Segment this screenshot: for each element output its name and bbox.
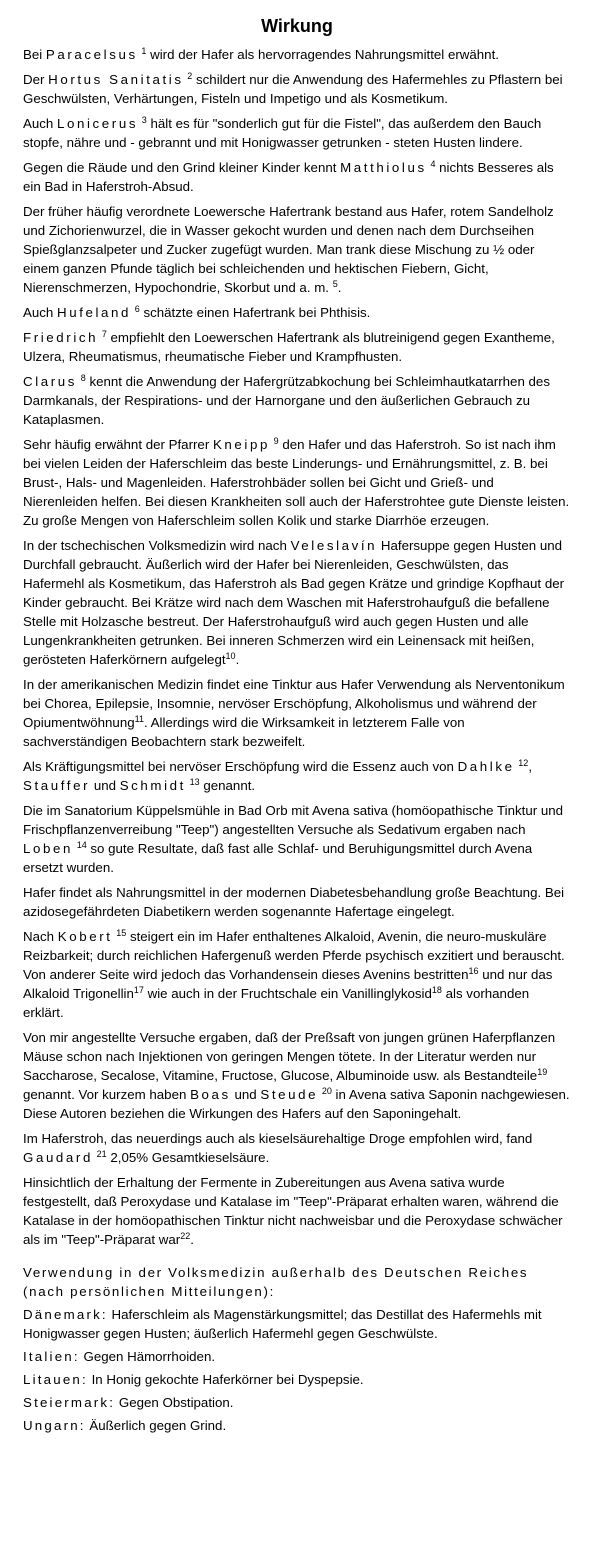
author-name: Matthiolus [340, 160, 427, 175]
footnote-ref: 15 [116, 928, 127, 938]
text-run: empfiehlt den Loewerschen Hafertrank als blutreinigend gegen Exantheme, Ulzera, Rheumatismus, rheumatische Fieber und Krampfhusten. [23, 330, 555, 364]
text-run: . Allerdings wird die Wirksamkeit in letzterem Falle von sachverständigen Beobachtern stark bezweifelt. [23, 715, 465, 749]
author-name: Veleslavín [290, 538, 378, 553]
body-paragraph [23, 757, 571, 795]
text-run: Auch [23, 305, 58, 320]
body-paragraph [23, 1173, 571, 1249]
author-name: Schmidt [119, 778, 186, 793]
footnote-ref: 4 [430, 159, 436, 169]
text-run: Auch [23, 116, 58, 131]
body-paragraph [23, 1129, 571, 1167]
region-name: Italien: [23, 1349, 80, 1364]
author-name: Gaudard [23, 1150, 93, 1165]
author-name: Lonicerus [57, 116, 139, 131]
text-run: Bei [23, 47, 46, 62]
text-run: 2,05% Gesamtkieselsäure. [106, 1150, 270, 1165]
text-run: Hafersuppe gegen Husten und Durchfall gebraucht. Äußerlich wird der Hafer bei Nierenleiden, Geschwülsten, das Hafermehl als Kosmetikum, das Haferstroh als Bad gegen Krätze und grindige Kopfhaut der Kinder gebraucht. Bei Krätze wird nach dem Waschen mit Haferstrohaufguß die befallene Stelle mit Holzasche bestreut. Der Haferstrohaufguß wird auch gegen Husten und alle Lungenkrankheiten getrunken. Bei inneren Schmerzen wird ein Leinensack mit heißen, gerösteten Haferkörnern aufgelegt [23, 538, 565, 667]
body-paragraph [23, 1028, 571, 1123]
text-run: In der tschechischen Volksmedizin wird nach [23, 538, 291, 553]
footnote-ref: 12 [518, 758, 529, 768]
text-run: genannt. [199, 778, 256, 793]
footnote-ref: 16 [468, 966, 479, 976]
region-entry [23, 1305, 571, 1343]
text-run: Als Kräftigungsmittel bei nervöser Erschöpfung wird die Essenz auch von [23, 759, 458, 774]
footnote-ref: 17 [133, 985, 144, 995]
region-entry [23, 1416, 571, 1435]
text-run: so gute Resultate, daß fast alle Schlaf- und Beruhigungsmittel durch Avena ersetzt wurden. [23, 841, 533, 875]
footnote-ref: 3 [141, 115, 147, 125]
text-run: Hafer findet als Nahrungsmittel in der modernen Diabetesbehandlung große Beachtung. Bei azidosegefährdeten Diabetikern werden sogenannte Hafertage eingelegt. [23, 885, 565, 919]
folk-medicine-list [23, 1305, 571, 1435]
body-paragraph [23, 328, 571, 366]
text-run: Nach [23, 929, 58, 944]
region-text: Gegen Hämorrhoiden. [79, 1349, 216, 1364]
body-paragraph [23, 801, 571, 877]
body-paragraph [23, 45, 571, 64]
body-paragraph [23, 372, 571, 429]
text-run: . [190, 1232, 194, 1247]
footnote-ref: 22 [180, 1231, 191, 1241]
footnote-ref: 18 [431, 985, 442, 995]
footnote-ref: 7 [101, 329, 107, 339]
text-run: Der [23, 72, 49, 87]
body-paragraph [23, 202, 571, 297]
body-paragraph [23, 536, 571, 669]
footnote-ref: 2 [187, 71, 193, 81]
text-run: Die im Sanatorium Küppelsmühle in Bad Orb mit Avena sativa (homöopathische Tinktur und Frischpflanzenverreibung "Teep") angestellten Versuche als Sedativum ergaben nach [23, 803, 564, 837]
text-run: Der früher häufig verordnete Loewersche Hafertrank bestand aus Hafer, rotem Sandelholz und Zichorienwurzel, die in Wasser gekocht wurden und denen nach dem Durchseihen Spießglanzsalpeter und Zucker zugefügt wurden. Man trank diese Mischung zu ½ oder einem ganzen Pfunde täglich bei schleichenden und hektischen Fiebern, Gicht, Nierenschmerzen, Hypochondrie, Skorbut und a. m. [23, 204, 554, 295]
region-entry [23, 1393, 571, 1412]
text-run: Hinsichtlich der Erhaltung der Fermente in Zubereitungen aus Avena sativa wurde festgestellt, daß Peroxydase und Katalase im "Teep"-Präparat erhalten waren, während die Katalase in der homöopathischen Tinktur nicht nachweisbar und die Peroxydase schwächer als im "Teep"-Präparat war [23, 1175, 563, 1247]
footnote-ref: 11 [134, 714, 144, 724]
section-heading: Verwendung in der Volksmedizin außerhalb des Deutschen Reiches (nach persönlichen Mitteilungen): [23, 1265, 529, 1299]
footnote-ref: 9 [273, 436, 279, 446]
text-run: als vorhanden erklärt. [23, 986, 530, 1020]
text-run: Gegen die Räude und den Grind kleiner Kinder kennt [23, 160, 341, 175]
body-paragraph [23, 70, 571, 108]
body-paragraph [23, 927, 571, 1022]
author-name: Paracelsus [45, 47, 138, 62]
text-run: In der amerikanischen Medizin findet eine Tinktur aus Hafer Verwendung als Nerventonikum bei Chorea, Epilepsie, Insomnie, nervöser Erschöpfung, Alkoholismus und während der Opiumentwöhnung [23, 677, 565, 730]
body-paragraph [23, 883, 571, 921]
text-run: wie auch in der Fruchtschale ein Vanillinglykosid [143, 986, 432, 1001]
text-run: Im Haferstroh, das neuerdings auch als kieselsäurehaltige Droge empfohlen wird, fand [23, 1131, 533, 1146]
footnote-ref: 10 [225, 651, 236, 661]
body-paragraph [23, 435, 571, 530]
region-text: In Honig gekochte Haferkörner bei Dyspepsie. [87, 1372, 364, 1387]
footnote-ref: 20 [321, 1086, 332, 1096]
text-run: und nur das Alkaloid Trigonellin [23, 967, 553, 1001]
text-run: in Avena sativa Saponin nachgewiesen. Diese Autoren beziehen die Wirkungen des Hafers auf den Saponingehalt. [23, 1087, 570, 1121]
body-paragraph [23, 114, 571, 152]
region-text: Gegen Obstipation. [115, 1395, 234, 1410]
text-run: steigert ein im Hafer enthaltenes Alkaloid, Avenin, die neuro-muskuläre Reizbarkeit; durch reichlichen Hafergenuß werden Pferde psychisch exzitiert und berauscht. Von anderer Seite wird jedoch das Vorhandensein dieses Avenins bestritten [23, 929, 565, 982]
author-name: Steude [260, 1087, 319, 1102]
footnote-ref: 13 [189, 777, 200, 787]
text-run: hält es für "sonderlich gut für die Fistel", das außerdem den Bauch stopfe, nähre und - gebrannt und mit Honigwasser getrunken - steten Husten lindere. [23, 116, 542, 150]
region-name: Dänemark: [23, 1307, 108, 1322]
footnote-ref: 19 [537, 1067, 548, 1077]
article-body [23, 45, 571, 1249]
text-run: schildert nur die Anwendung des Hafermehles zu Pflastern bei Geschwülsten, Verhärtungen, Fisteln und Impetigo und als Kosmetikum. [23, 72, 563, 106]
text-run: und [90, 778, 120, 793]
region-entry [23, 1370, 571, 1389]
footnote-ref: 21 [96, 1149, 107, 1159]
region-name: Steiermark: [23, 1395, 116, 1410]
author-name: Hufeland [57, 305, 132, 320]
text-run: kennt die Anwendung der Hafergrützabkochung bei Schleimhautkatarrhen des Darmkanals, der Respirations- und der Harnorgane und den äußerlichen Gebrauch zu Kataplasmen. [23, 374, 550, 427]
author-name: Kneipp [212, 437, 270, 452]
text-run: Von mir angestellte Versuche ergaben, daß der Preßsaft von jungen grünen Haferpflanzen Mäuse schon nach Injektionen von geringen Mengen tötete. In der Literatur werden nur Saccharose, Secalose, Vitamine, Fructose, Glucose, Albuminoide usw. als Bestandteile [23, 1030, 556, 1083]
footnote-ref: 8 [80, 373, 86, 383]
footnote-ref: 1 [141, 46, 147, 56]
text-run: schätzte einen Hafertrank bei Phthisis. [139, 305, 371, 320]
body-paragraph [23, 158, 571, 196]
region-text: Äußerlich gegen Grind. [85, 1418, 227, 1433]
text-run: Sehr häufig erwähnt der Pfarrer [23, 437, 213, 452]
author-name: Stauffer [23, 778, 91, 793]
author-name: Clarus [23, 374, 78, 389]
region-name: Ungarn: [23, 1418, 86, 1433]
text-run: , [528, 759, 533, 774]
footnote-ref: 14 [76, 840, 87, 850]
text-run: und [230, 1087, 261, 1102]
text-run: genannt. Vor kurzem haben [23, 1087, 191, 1102]
footnote-ref: 5 [332, 279, 338, 289]
footnote-ref: 6 [134, 304, 140, 314]
region-entry [23, 1347, 571, 1366]
body-paragraph [23, 303, 571, 322]
text-run: den Hafer und das Haferstroh. So ist nach ihm bei vielen Leiden der Haferschleim das beste Linderungs- und Ernährungsmittel, z. B. bei Brust-, Hals- und Magenleiden. Haferstrohbäder sollen bei Gicht und Grieß- und Nierenleiden helfen. Bei diesen Krankheiten soll auch der Haferstrohtee gute Dienste leisten. Zu große Mengen von Haferschleim sollen Kolik und starke Diarrhöe erzeugen. [23, 437, 570, 528]
region-text: Haferschleim als Magenstärkungsmittel; das Destillat des Hafermehls mit Honigwasser gegen Husten; äußerlich Hafermehl gegen Geschwülste. [23, 1307, 542, 1341]
author-name: Kobert [57, 929, 113, 944]
text-run: nichts Besseres als ein Bad in Haferstroh-Absud. [23, 160, 554, 194]
author-name: Boas [190, 1087, 231, 1102]
text-run: . [235, 652, 240, 667]
text-run: . [337, 280, 342, 295]
region-name: Litauen: [23, 1372, 88, 1387]
body-paragraph [23, 675, 571, 751]
author-name: Friedrich [23, 330, 99, 345]
author-name: Hortus Sanitatis [48, 72, 184, 87]
text-run: wird der Hafer als hervorragendes Nahrungsmittel erwähnt. [146, 47, 499, 62]
page-title: Wirkung [261, 16, 333, 36]
author-name: Dahlke [457, 759, 515, 774]
author-name: Loben [23, 841, 73, 856]
